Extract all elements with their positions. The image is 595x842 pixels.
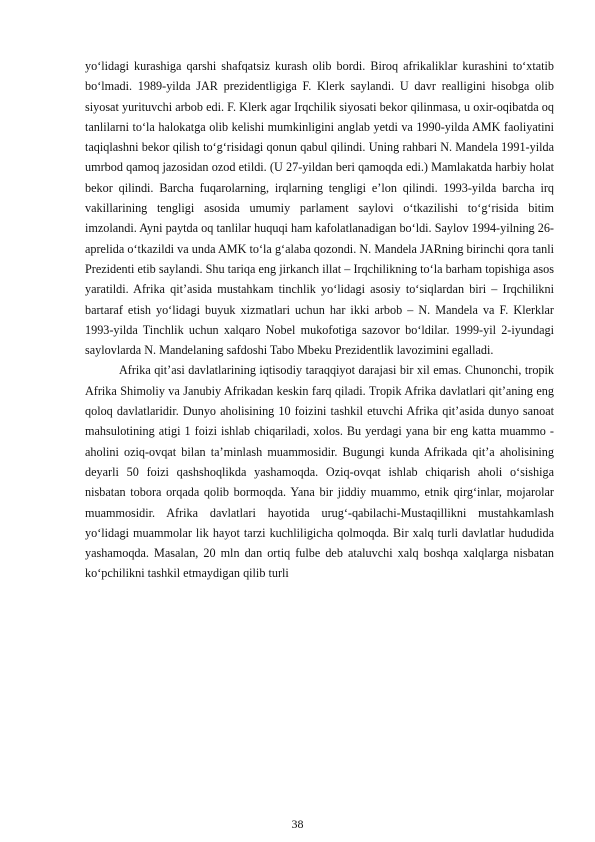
page-number: 38: [291, 817, 304, 831]
body-text: [85, 56, 554, 584]
paragraph-2: Afrika qit’asi davlatlarining iqtisodiy taraqqiyot darajasi bir xil emas. Chunonchi, tropik Afrika Shimoliy va Janubiy Afrikadan keskin farq qiladi. Tropik Afrika davlatlari qit’aning eng qoloq davlatlaridir. Dunyo aholisining 10 foizini tashkil etuvchi Afrika qit’asida dunyo sanoat mahsulotining atigi 1 foizi ishlab chiqariladi, xolos. Bu yerdagi yana bir eng katta muammo - aholini oziq-ovqat bilan ta’minlash muammosidir. Bugungi kunda Afrikada qit’a aholisining deyarli 50 foizi qashshoqlikda yashamoqda. Oziq-ovqat ishlab chiqarish aholi o‘sishiga nisbatan tobora orqada qolib bormoqda. Yana bir jiddiy muammo, etnik qirg‘inlar, mojarolar muammosidir. Afrika davlatlari hayotida urug‘-qabilachi-Mustaqillikni mustahkamlash yo‘lidagi muammolar lik hayot tarzi kuchliligicha qolmoqda. Bir xalq turli davlatlar hududida yashamoqda. Masalan, 20 mln dan ortiq fulbe deb ataluvchi xalq boshqa xalqlarga nisbatan ko‘pchilikni tashkil etmaydigan qilib turli: [85, 363, 554, 581]
paragraph-1: yo‘lidagi kurashiga qarshi shafqatsiz kurash olib bordi. Biroq afrikaliklar kurashini to‘xtatib bo‘lmadi. 1989-yilda JAR prezidentligiga F. Klerk saylandi. U davr realligini hisobga olib siyosat yurituvchi arbob edi. F. Klerk agar Irqchilik siyosati bekor qilinmasa, u oxir-oqibatda oq tanlilarni to‘la halokatga olib kelishi mumkinligini anglab yetdi va 1990-yilda AMK faoliyatini taqiqlashni bekor qilish to‘g‘risidagi qonun qabul qilindi. Uning rahbari N. Mandela 1991-yilda umrbod qamoq jazosidan ozod etildi. (U 27-yildan beri qamoqda edi.) Mamlakatda harbiy holat bekor qilindi. Barcha fuqarolarning, irqlarning tengligi e’lon qilindi. 1993-yilda barcha irq vakillarining tengligi asosida umumiy parlament saylovi o‘tkazilishi to‘g‘risida bitim imzolandi. Ayni paytda oq tanlilar huquqi ham kafolatlanadigan bo‘ldi. Saylov 1994-yilning 26-aprelida o‘tkazildi va unda AMK to‘la g‘alaba qozondi. N. Mandela JARning birinchi qora tanli Prezidenti etib saylandi. Shu tariqa eng jirkanch illat – Irqchilikning to‘la barham topishiga asos yaratildi. Afrika qit’asida mustahkam tinchlik yo‘lidagi asosiy to‘siqlardan biri – Irqchilikni bartaraf etish yo‘lidagi buyuk xizmatlari uchun har ikki arbob – N. Mandela va F. Klerklar 1993-yilda Tinchlik uchun xalqaro Nobel mukofotiga sazovor bo‘ldilar. 1999-yil 2-iyundagi saylovlarda N. Mandelaning safdoshi Tabo Mbeku Prezidentlik lavozimini egalladi.: [85, 59, 554, 358]
